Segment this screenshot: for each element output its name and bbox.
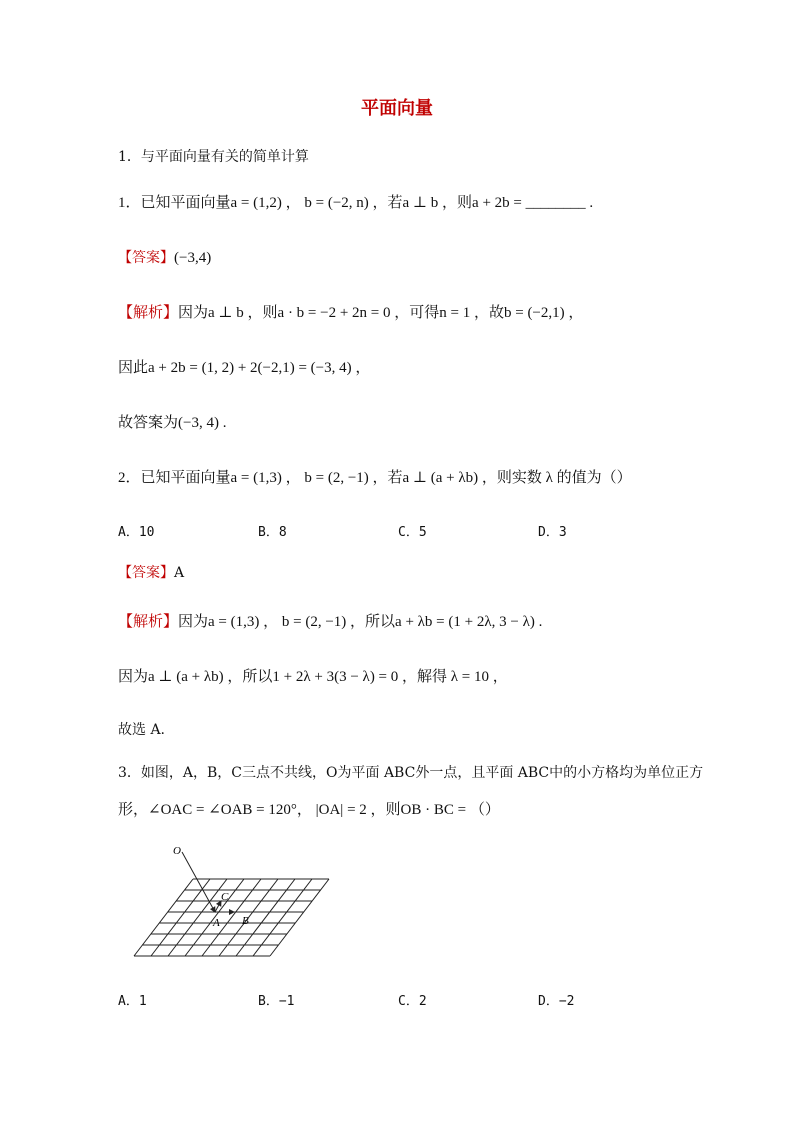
label-o: O bbox=[173, 845, 181, 857]
grid bbox=[134, 879, 329, 956]
vector-oa bbox=[182, 852, 215, 912]
q1-answer-value: (−3,4) bbox=[174, 250, 212, 266]
q3-option-b: B．−1 bbox=[258, 994, 295, 1009]
q2-option-c: C．5 bbox=[398, 525, 427, 540]
q2-analysis-1 bbox=[118, 612, 542, 632]
q1-analysis-label: 【解析】 bbox=[118, 305, 179, 321]
q1-analysis-3: 故答案为(−3, 4) . bbox=[118, 415, 227, 431]
label-b: B bbox=[242, 915, 249, 927]
q3-line-1: 3．如图，A，B，C三点不共线，O为平面 ABC外一点，且平面 ABC中的小方格均为单位正方 bbox=[118, 765, 704, 781]
q2-analysis-label: 【解析】 bbox=[118, 614, 179, 630]
q3-option-d: D．−2 bbox=[538, 994, 575, 1009]
q1-analysis-1 bbox=[118, 303, 583, 323]
q3-option-a: A．1 bbox=[118, 994, 147, 1009]
q2-answer bbox=[118, 563, 184, 583]
q3-line-2: 形，∠OAC = ∠OAB = 120°， |OA| = 2 ，则OB · BC = （） bbox=[118, 802, 500, 818]
q2-text: 2．已知平面向量a = (1,3) ， b = (2, −1) ，若a ⊥ (a + λb) ，则实数 λ 的值为（） bbox=[118, 470, 632, 486]
section-heading: 1．与平面向量有关的简单计算 bbox=[118, 149, 309, 165]
label-a: A bbox=[213, 917, 220, 929]
q2-analysis-2: 因为a ⊥ (a + λb) ，所以1 + 2λ + 3(3 − λ) = 0 ，解得 λ = 10 ， bbox=[118, 669, 508, 685]
q3-figure bbox=[118, 838, 338, 968]
q1-answer bbox=[118, 248, 211, 268]
label-c: C bbox=[221, 891, 229, 903]
q1-text: 1．已知平面向量a = (1,2) ， b = (−2, n) ，若a ⊥ b ，则a + 2b = ________ . bbox=[118, 195, 594, 211]
q2-option-d: D．3 bbox=[538, 525, 567, 540]
q2-analysis-1-text: 因为a = (1,3) ， b = (2, −1) ，所以a + λb = (1 + 2λ, 3 − λ) . bbox=[178, 614, 543, 630]
q1-analysis-1-text: 因为a ⊥ b ，则a · b = −2 + 2n = 0 ，可得n = 1 ，故b = (−2,1) ， bbox=[178, 305, 584, 321]
q1-answer-label: 【答案】 bbox=[118, 250, 174, 266]
q1-analysis-2: 因此a + 2b = (1, 2) + 2(−2,1) = (−3, 4) ， bbox=[118, 360, 371, 376]
page-title: 平面向量 bbox=[361, 98, 433, 119]
q3-option-c: C．2 bbox=[398, 994, 427, 1009]
q2-answer-label: 【答案】 bbox=[118, 565, 174, 581]
q2-option-a: A．10 bbox=[118, 525, 155, 540]
q2-answer-value: A bbox=[174, 565, 185, 581]
q2-analysis-3: 故选 A. bbox=[118, 722, 166, 738]
q2-option-b: B．8 bbox=[258, 525, 287, 540]
